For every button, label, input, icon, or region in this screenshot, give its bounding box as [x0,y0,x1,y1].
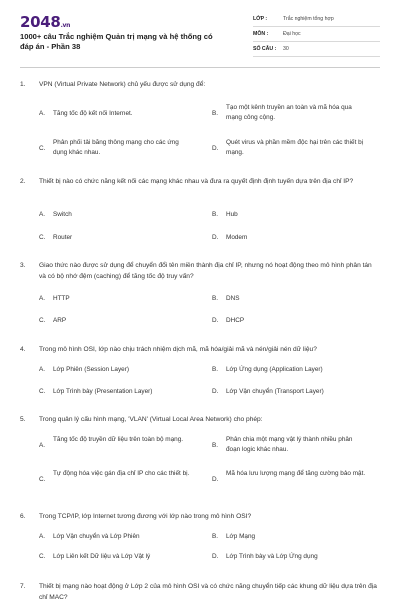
meta-count [253,44,380,57]
meta-value: Đại học [283,31,301,37]
logo-suffix: .vn [60,22,71,29]
option-letter: C. [39,317,46,324]
question-text: Trong mô hình OSI, lớp nào chịu trách nhiệm dịch mã, mã hóa/giải mã và nén/giải nén dữ liệu? [39,346,317,353]
meta-subject [253,29,380,42]
option-text: Quét virus và phần mềm độc hại trên các thiết bị mạng. [226,139,364,156]
question-text: Thiết bị mạng nào hoạt động ở Lớp 2 của mô hình OSI và có chức năng chuyển tiếp các khung dữ liệu dựa trên địa chỉ MAC? [39,583,377,601]
option-text: ARP [53,317,67,324]
option-letter: A. [39,295,46,302]
option-text: Lớp Phiên (Session Layer) [53,366,129,373]
question-number: 4. [20,346,26,353]
option-letter: C. [39,553,46,560]
option-text: Tự động hóa việc gán địa chỉ IP cho các thiết bị. [53,470,190,477]
option-text: DHCP [226,317,245,324]
option-letter: D. [212,388,219,395]
question-text: Giao thức nào được sử dụng để chuyển đổi tên miền thành địa chỉ IP, nhưng nó hoạt động theo mô hình phân tán và có bộ nhớ đệm (caching) để tăng tốc độ truy vấn? [39,262,372,280]
option-letter: D. [212,234,219,241]
page-header [0,0,400,62]
option-letter: B. [212,295,219,302]
option-text: HTTP [53,295,70,302]
logo-text: 2048 [20,13,61,31]
option-letter: D. [212,145,219,152]
option-text: Hub [226,211,238,218]
option-letter: C. [39,388,46,395]
site-logo[interactable] [20,13,70,31]
question-number: 6. [20,513,26,520]
option-text: Phân chia một mạng vật lý thành nhiều phân đoạn logic khác nhau. [226,436,353,453]
option-text: Tăng tốc độ truyền dữ liệu trên toàn bộ mạng. [53,436,184,443]
option-letter: A. [39,366,46,373]
option-letter: C. [39,234,46,241]
option-letter: A. [39,211,46,218]
meta-class [253,14,380,27]
question-text: Thiết bị nào có chức năng kết nối các mạng khác nhau và đưa ra quyết định định tuyến dựa trên địa chỉ IP? [39,178,354,185]
option-letter: B. [212,366,219,373]
option-text: Lớp Trình bày (Presentation Layer) [53,388,153,395]
option-text: Phân phối tải băng thông mạng cho các ứng dụng khác nhau. [53,139,179,156]
option-text: Switch [53,211,72,218]
option-letter: B. [212,533,219,540]
option-letter: A. [39,442,46,449]
option-text: Lớp Ứng dụng (Application Layer) [226,366,323,373]
option-text: Lớp Liên kết Dữ liệu và Lớp Vật lý [53,553,151,560]
question-text: Trong TCP/IP, lớp Internet tương đương với lớp nào trong mô hình OSI? [39,513,252,520]
option-text: Lớp Trình bày và Lớp Ứng dụng [226,553,318,560]
question-number: 7. [20,583,26,590]
option-text: Modem [226,234,248,241]
option-letter: B. [212,110,219,117]
meta-label: MÔN : [253,31,269,37]
question-number: 1. [20,81,26,88]
option-letter: D. [212,553,219,560]
meta-label: LỚP : [253,16,268,22]
option-text: Mã hóa lưu lượng mạng để tăng cường bảo mật. [226,470,366,477]
option-text: Router [53,234,73,241]
question-text: VPN (Virtual Private Network) chủ yếu được sử dụng để: [39,81,206,88]
question-number: 3. [20,262,26,269]
option-letter: C. [39,476,46,483]
meta-value: 30 [283,46,289,52]
question-text: Trong quản lý cấu hình mạng, 'VLAN' (Virtual Local Area Network) cho phép: [39,416,263,423]
option-letter: A. [39,110,46,117]
option-text: Lớp Vận chuyển và Lớp Phiên [53,533,140,540]
header-divider [20,67,380,68]
option-letter: D. [212,476,219,483]
option-letter: A. [39,533,46,540]
question-number: 5. [20,416,26,423]
option-letter: B. [212,211,219,218]
meta-label: SỐ CÂU : [253,46,277,52]
page-title: 1000+ câu Trắc nghiệm Quản trị mạng và hệ thống có đáp án - Phần 38 [20,32,213,51]
option-text: DNS [226,295,240,302]
option-text: Lớp Vận chuyển (Transport Layer) [226,388,324,395]
option-letter: C. [39,145,46,152]
meta-value: Trắc nghiệm tổng hợp [283,16,334,22]
option-letter: B. [212,442,219,449]
option-text: Lớp Mạng [226,533,256,540]
question-number: 2. [20,178,26,185]
option-text: Tạo một kênh truyền an toàn và mã hóa qua mạng công cộng. [226,104,352,121]
option-letter: D. [212,317,219,324]
option-text: Tăng tốc độ kết nối Internet. [53,110,133,117]
